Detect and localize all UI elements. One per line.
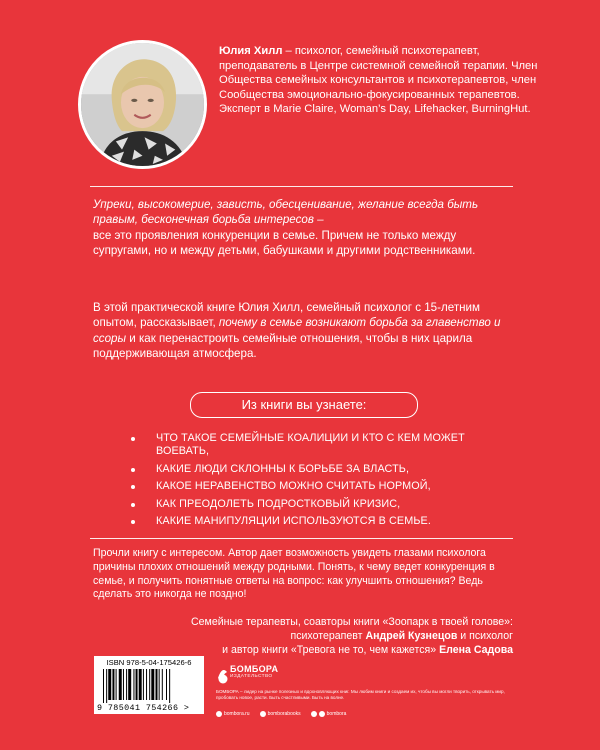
author-portrait-icon	[81, 43, 204, 166]
author-photo	[78, 40, 207, 169]
review-author-line-2	[150, 630, 513, 644]
author-name: Юлия Хилл	[219, 45, 283, 57]
review-author-role-3: и автор книги «Тревога не то, чем кажется»	[222, 643, 440, 656]
learn-item: КАК ПРЕОДОЛЕТЬ ПОДРОСТКОВЫЙ КРИЗИС,	[118, 498, 518, 511]
review-author-role-2: и психолог	[457, 629, 513, 642]
barcode	[94, 656, 204, 714]
review-author-name-2: Елена Садова	[439, 643, 513, 656]
learn-item: КАКИЕ МАНИПУЛЯЦИИ ИСПОЛЬЗУЮТСЯ В СЕМЬЕ.	[118, 515, 518, 528]
intro-paragraph	[93, 197, 513, 258]
social-site-label: bombora.ru	[224, 711, 250, 717]
learn-item: ЧТО ТАКОЕ СЕМЕЙНЫЕ КОАЛИЦИИ И КТО С КЕМ МОЖЕТ ВОЕВАТЬ,	[118, 432, 518, 459]
review-text: Прочли книгу с интересом. Автор дает возможность увидеть глазами психолога причины плохих отношений между родными. Понять, к чему ведет конкуренция в семье, и получить понятные ответы на вопрос: как улучшить отношения? Ведь сделать это никогда не поздно!	[93, 547, 495, 601]
review-authors	[150, 616, 513, 657]
description-paragraph	[93, 300, 513, 361]
barcode-number: 9 785041 754266 >	[97, 703, 190, 713]
social-icon	[311, 711, 317, 717]
divider-middle	[90, 538, 513, 539]
learn-list	[118, 432, 518, 532]
description-text-2: и как перенастроить семейные отношения, чтобы в них царила поддерживающая атмосфера.	[93, 331, 473, 360]
vk-icon	[260, 711, 266, 717]
author-bio	[219, 44, 549, 117]
divider-top	[90, 186, 513, 187]
social-site[interactable]	[216, 711, 250, 717]
learn-item: КАКОЕ НЕРАВЕНСТВО МОЖНО СЧИТАТЬ НОРМОЙ,	[118, 480, 518, 493]
publisher-sub: ИЗДАТЕЛЬСТВО	[230, 674, 273, 679]
publisher-note: БОМБОРА – лидер на рынке полезных и вдохновляющих книг. Мы любим книги и создаем их, чтобы вы могли творить, открывать мир, пробовать новое, расти. Быть счастливыми. Быть на волне.	[216, 689, 505, 700]
learn-item: КАКИЕ ЛЮДИ СКЛОННЫ К БОРЬБЕ ЗА ВЛАСТЬ,	[118, 463, 518, 476]
review-author-role-1: психотерапевт	[290, 629, 366, 642]
review-author-name-1: Андрей Кузнецов	[365, 629, 458, 642]
globe-icon	[216, 711, 222, 717]
social-other[interactable]	[311, 711, 347, 717]
publisher-name: БОМБОРА	[230, 664, 279, 674]
author-bio-text: – психолог, семейный психотерапевт, преподаватель в Центре системной семейной терапии. Член Общества семейных консультантов и психотерапевтов, член Сообщества эмоционально-фокусированных терапевтов. Эксперт в Marie Claire, Woman’s Day, Lifehacker, BurningHut.	[219, 45, 538, 116]
learn-title: Из книги вы узнаете:	[190, 392, 418, 418]
review-author-line-3	[150, 644, 513, 658]
intro-italic: Упреки, высокомерие, зависть, обесценивание, желание всегда быть правым, бесконечная борьба интересов –	[93, 198, 479, 227]
review-author-line-1: Семейные терапевты, соавторы книги «Зоопарк в твоей голове»:	[191, 616, 513, 628]
description-text-1: В этой практической книге Юлия Хилл, семейный психолог с 15-летним опытом, рассказывает,	[93, 301, 480, 330]
social-links	[216, 711, 516, 717]
social-icon	[319, 711, 325, 717]
intro-text: все это проявления конкуренции в семье. Причем не только между супругами, но и между детьми, бабушками и другими родственниками.	[93, 228, 476, 257]
social-vk[interactable]	[260, 711, 301, 717]
social-vk-label: bomborabooks	[267, 711, 301, 717]
isbn-text: ISBN 978-5-04-175426-6	[106, 658, 192, 667]
barcode-bars-icon	[99, 669, 199, 703]
social-other-label: bombora	[326, 711, 347, 717]
description-italic: почему в семье возникают борьба за главенство и ссоры	[93, 316, 501, 345]
